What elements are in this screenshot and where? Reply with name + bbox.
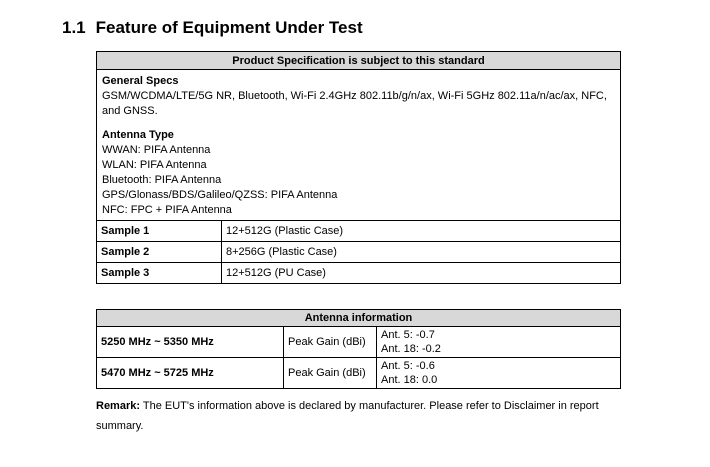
section-number: 1.1	[62, 18, 86, 37]
remark-label: Remark:	[96, 400, 141, 412]
peak-gain-label: Peak Gain (dBi)	[284, 327, 377, 358]
sample-value: 12+512G (Plastic Case)	[222, 221, 621, 242]
antenna-information-table	[96, 309, 621, 389]
antenna-type-line: GPS/Glonass/BDS/Galileo/QZSS: PIFA Antenna	[102, 189, 338, 201]
spec-table-header: Product Specification is subject to this standard	[97, 52, 621, 70]
sample-name: Sample 2	[97, 242, 222, 263]
product-specification-table	[96, 51, 621, 284]
antenna-gain-values	[377, 327, 621, 358]
sample-value: 8+256G (Plastic Case)	[222, 242, 621, 263]
remark	[96, 396, 626, 436]
antenna-type-line: WWAN: PIFA Antenna	[102, 144, 211, 156]
sample-row	[97, 221, 621, 242]
antenna-row	[97, 358, 621, 389]
sample-row	[97, 263, 621, 284]
antenna-gain-value: Ant. 18: -0.2	[381, 343, 441, 355]
sample-value: 12+512G (PU Case)	[222, 263, 621, 284]
section-title: Feature of Equipment Under Test	[95, 18, 363, 37]
antenna-gain-value: Ant. 5: -0.6	[381, 360, 435, 372]
spec-details-row	[97, 70, 621, 221]
antenna-table-header-row	[97, 310, 621, 327]
antenna-type-line: Bluetooth: PIFA Antenna	[102, 174, 222, 186]
section-heading	[62, 18, 363, 38]
spacer	[102, 119, 615, 128]
general-specs-label: General Specs	[102, 75, 179, 87]
antenna-row	[97, 327, 621, 358]
sample-name: Sample 3	[97, 263, 222, 284]
general-specs-text: GSM/WCDMA/LTE/5G NR, Bluetooth, Wi-Fi 2.4GHz 802.11b/g/n/ax, Wi-Fi 5GHz 802.11a/n/ac/ax, NFC, and GNSS.	[102, 90, 607, 117]
antenna-type-line: NFC: FPC + PIFA Antenna	[102, 204, 232, 216]
frequency-band: 5250 MHz ~ 5350 MHz	[97, 327, 284, 358]
antenna-gain-values	[377, 358, 621, 389]
antenna-type-line: WLAN: PIFA Antenna	[102, 159, 207, 171]
frequency-band: 5470 MHz ~ 5725 MHz	[97, 358, 284, 389]
antenna-table-header: Antenna information	[97, 310, 621, 327]
remark-text: The EUT's information above is declared by manufacturer. Please refer to Disclaimer in report summary.	[96, 400, 599, 432]
peak-gain-label: Peak Gain (dBi)	[284, 358, 377, 389]
spec-table-header-row	[97, 52, 621, 70]
antenna-gain-value: Ant. 18: 0.0	[381, 374, 438, 386]
sample-name: Sample 1	[97, 221, 222, 242]
antenna-gain-value: Ant. 5: -0.7	[381, 329, 435, 341]
spec-details-cell	[97, 70, 621, 221]
antenna-type-label: Antenna Type	[102, 129, 174, 141]
sample-row	[97, 242, 621, 263]
